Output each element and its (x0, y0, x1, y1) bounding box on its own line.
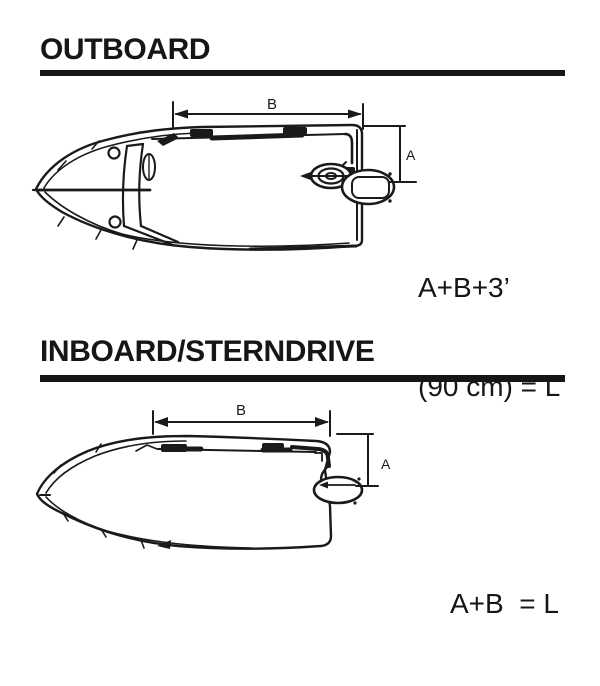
inboard-dimension-b (153, 402, 330, 436)
inboard-heading: INBOARD/STERNDRIVE (40, 335, 375, 368)
outboard-hull (33, 125, 362, 250)
arrow-right-icon (315, 417, 329, 427)
inboard-label-a: A (381, 456, 391, 472)
inboard-cleat (161, 444, 187, 452)
arrow-left-icon (154, 417, 168, 427)
inboard-cleat (262, 443, 284, 451)
outboard-cleat (283, 127, 307, 135)
arrow-left-icon (174, 110, 188, 119)
outboard-cleat (190, 129, 213, 137)
inboard-formula (450, 521, 559, 686)
outboard-heading-underline (40, 70, 565, 76)
outboard-heading: OUTBOARD (40, 33, 211, 66)
outboard-formula-line1: A+B+3’ (418, 272, 510, 303)
inboard-label-b: B (235, 402, 247, 419)
outboard-boat-diagram (33, 96, 416, 250)
outboard-formula-line2: (90 cm) = L (418, 371, 561, 402)
outboard-label-a: A (406, 147, 416, 163)
outboard-formula (418, 205, 560, 469)
outboard-label-b: B (266, 96, 278, 113)
arrow-right-icon (348, 110, 362, 119)
inboard-formula-line1: A+B = L (450, 588, 559, 619)
inboard-hull (37, 436, 331, 549)
inboard-boat-diagram (37, 402, 391, 549)
